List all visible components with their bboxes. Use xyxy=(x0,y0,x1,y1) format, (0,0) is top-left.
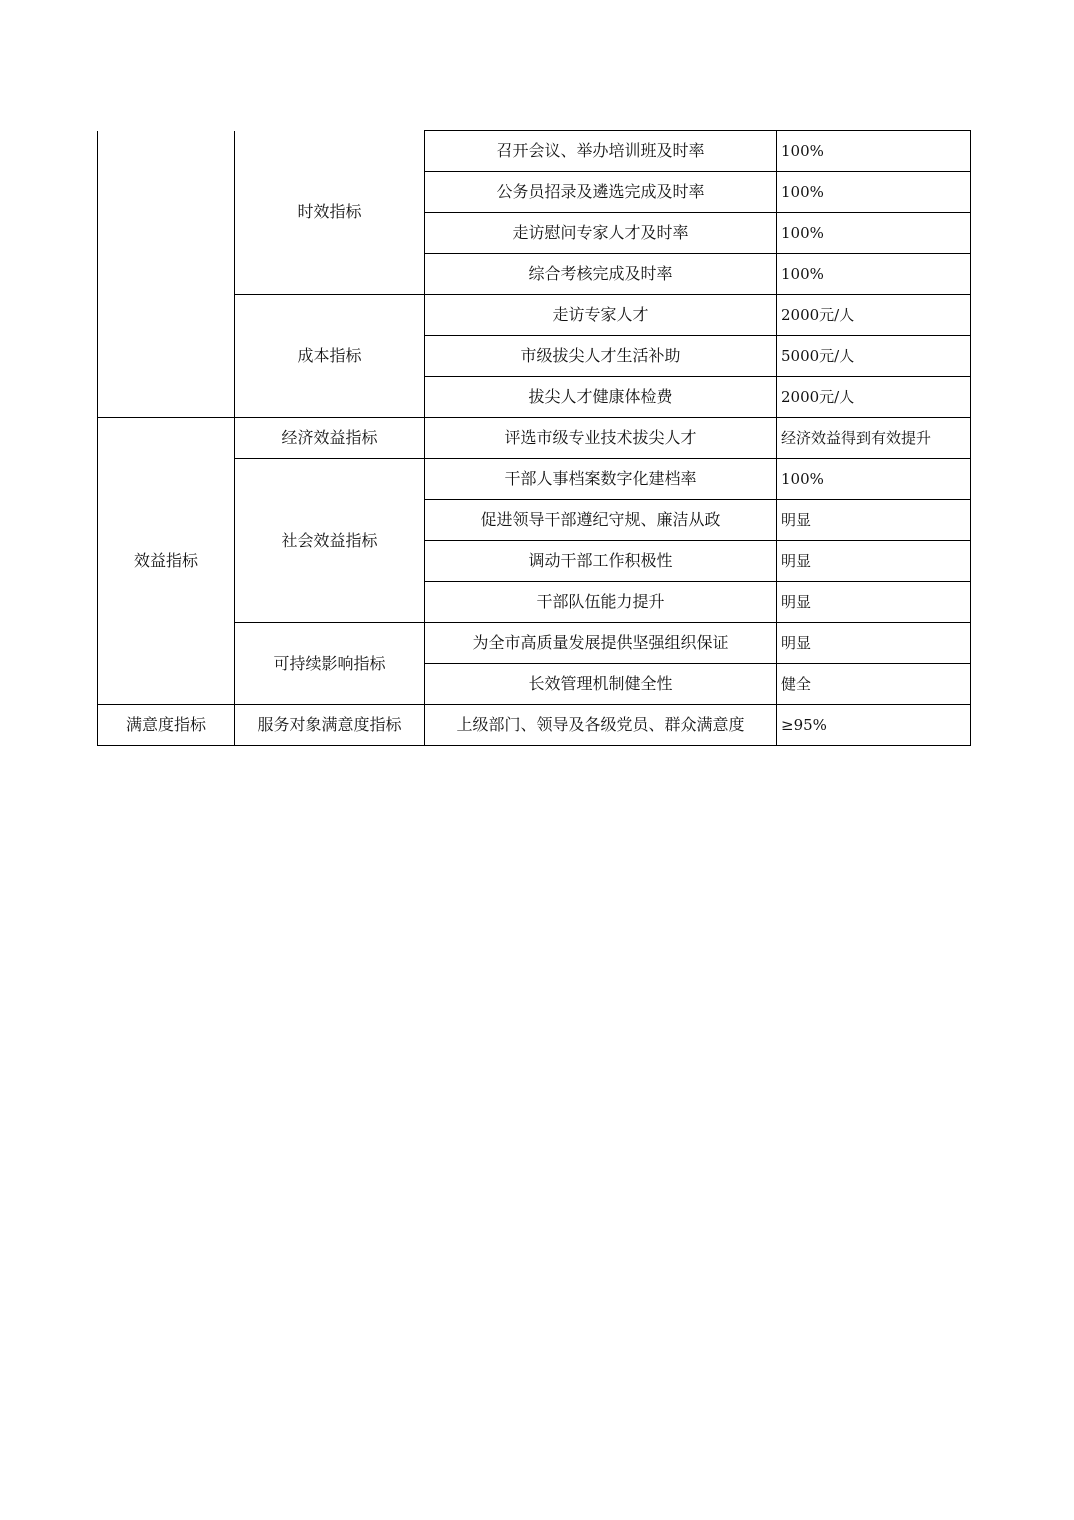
level2-indicator-cell: 时效指标 xyxy=(235,131,425,295)
indicator-value-cell: 100% xyxy=(777,213,971,254)
indicator-value-cell: 100% xyxy=(777,131,971,172)
indicator-value-cell: 2000元/人 xyxy=(777,377,971,418)
level1-indicator-cell: 效益指标 xyxy=(98,418,235,705)
level3-indicator-cell: 综合考核完成及时率 xyxy=(425,254,777,295)
indicator-value-cell: 5000元/人 xyxy=(777,336,971,377)
level3-indicator-cell: 促进领导干部遵纪守规、廉洁从政 xyxy=(425,500,777,541)
indicator-value-cell: 明显 xyxy=(777,500,971,541)
level3-indicator-cell: 调动干部工作积极性 xyxy=(425,541,777,582)
level3-indicator-cell: 长效管理机制健全性 xyxy=(425,664,777,705)
indicator-value-cell: 明显 xyxy=(777,541,971,582)
indicator-value-cell: 100% xyxy=(777,459,971,500)
table-row xyxy=(98,418,971,459)
level3-indicator-cell: 为全市高质量发展提供坚强组织保证 xyxy=(425,623,777,664)
indicator-value-cell: 2000元/人 xyxy=(777,295,971,336)
level3-indicator-cell: 评选市级专业技术拔尖人才 xyxy=(425,418,777,459)
level1-indicator-cell xyxy=(98,131,235,418)
indicator-value-cell: ≥95% xyxy=(777,705,971,746)
level2-indicator-cell: 可持续影响指标 xyxy=(235,623,425,705)
level3-indicator-cell: 走访专家人才 xyxy=(425,295,777,336)
level2-indicator-cell: 社会效益指标 xyxy=(235,459,425,623)
performance-indicator-table xyxy=(97,130,971,746)
indicator-value-cell: 100% xyxy=(777,172,971,213)
indicator-value-cell: 健全 xyxy=(777,664,971,705)
level2-indicator-cell: 成本指标 xyxy=(235,295,425,418)
table-row xyxy=(98,705,971,746)
level2-indicator-cell: 服务对象满意度指标 xyxy=(235,705,425,746)
indicator-value-cell: 经济效益得到有效提升 xyxy=(777,418,971,459)
level3-indicator-cell: 走访慰问专家人才及时率 xyxy=(425,213,777,254)
level3-indicator-cell: 上级部门、领导及各级党员、群众满意度 xyxy=(425,705,777,746)
level3-indicator-cell: 拔尖人才健康体检费 xyxy=(425,377,777,418)
level2-indicator-cell: 经济效益指标 xyxy=(235,418,425,459)
indicator-value-cell: 明显 xyxy=(777,623,971,664)
level1-indicator-cell: 满意度指标 xyxy=(98,705,235,746)
level3-indicator-cell: 干部人事档案数字化建档率 xyxy=(425,459,777,500)
indicator-value-cell: 100% xyxy=(777,254,971,295)
level3-indicator-cell: 干部队伍能力提升 xyxy=(425,582,777,623)
indicator-value-cell: 明显 xyxy=(777,582,971,623)
level3-indicator-cell: 公务员招录及遴选完成及时率 xyxy=(425,172,777,213)
level3-indicator-cell: 召开会议、举办培训班及时率 xyxy=(425,131,777,172)
table-row xyxy=(98,131,971,172)
level3-indicator-cell: 市级拔尖人才生活补助 xyxy=(425,336,777,377)
